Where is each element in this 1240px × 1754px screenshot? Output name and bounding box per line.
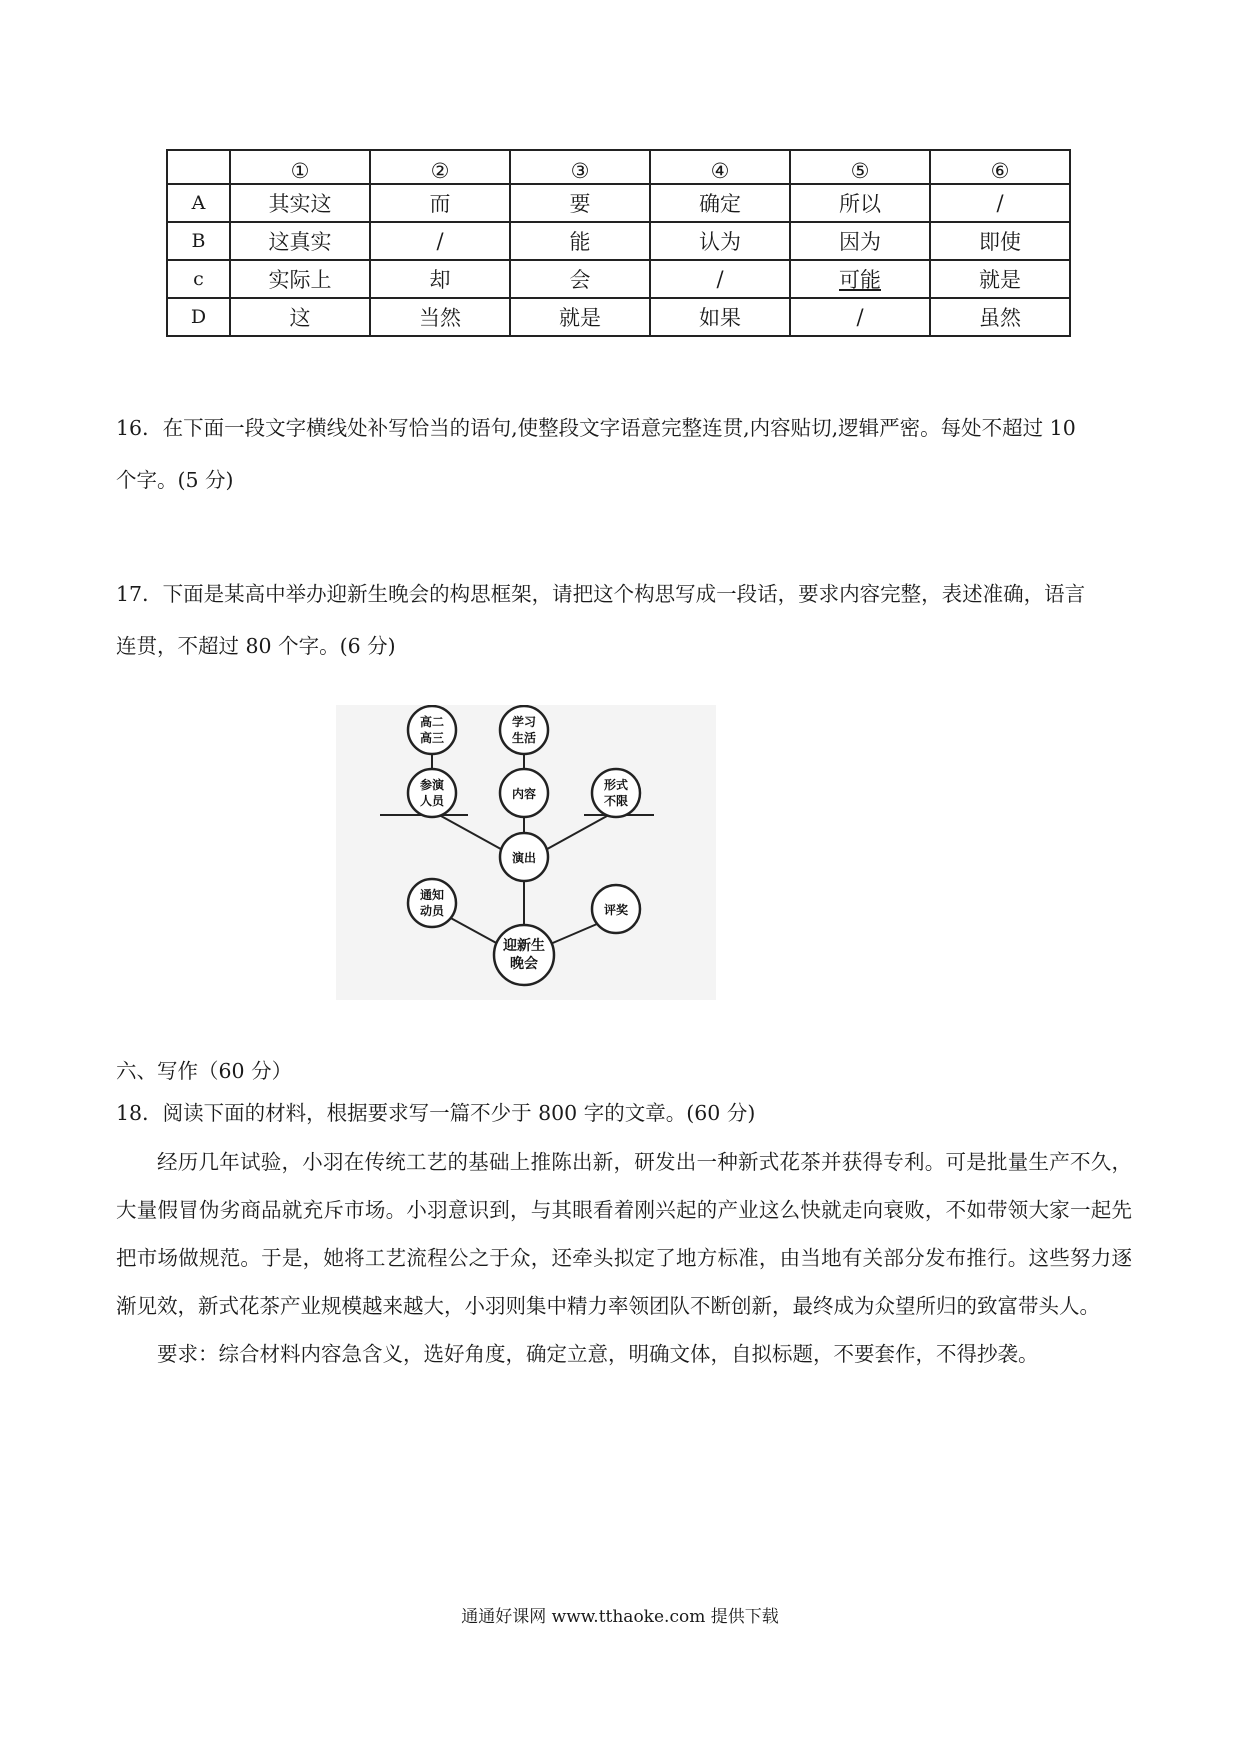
svg-text:参演: 参演 bbox=[419, 778, 445, 792]
table-cell: 能 bbox=[510, 222, 650, 260]
svg-text:高三: 高三 bbox=[419, 731, 445, 745]
material-text bbox=[116, 1138, 1132, 1378]
svg-text:动员: 动员 bbox=[419, 904, 445, 918]
svg-text:形式: 形式 bbox=[603, 778, 629, 792]
table-header-cell: ④ bbox=[650, 150, 790, 184]
table-cell: 就是 bbox=[510, 298, 650, 336]
table-row bbox=[167, 222, 1070, 260]
question-17-line1: 17．下面是某高中举办迎新生晚会的构思框架，请把这个构思写成一段话，要求内容完整，表述准确，语言 bbox=[116, 582, 1086, 606]
node-content bbox=[500, 769, 548, 817]
node-study-life bbox=[500, 706, 548, 754]
question-16-line1: 16．在下面一段文字横线处补写恰当的语句,使整段文字语意完整连贯,内容贴切,逻辑严密。每处不超过 10 bbox=[116, 416, 1076, 440]
table-row bbox=[167, 184, 1070, 222]
table-cell: 实际上 bbox=[230, 260, 370, 298]
row-label: c bbox=[167, 260, 230, 298]
svg-text:通知: 通知 bbox=[419, 888, 445, 902]
table-cell: 因为 bbox=[790, 222, 930, 260]
section-6-title: 六、写作（60 分） bbox=[116, 1059, 293, 1083]
node-performers bbox=[408, 769, 456, 817]
footer-source: 通通好课网 www.tthaoke.com 提供下载 bbox=[461, 1607, 779, 1627]
node-form bbox=[592, 769, 640, 817]
node-welcome-party bbox=[494, 925, 554, 985]
table-header-cell: ③ bbox=[510, 150, 650, 184]
event-plan-diagram bbox=[336, 705, 716, 1000]
table-cell: 这真实 bbox=[230, 222, 370, 260]
table-row bbox=[167, 298, 1070, 336]
table-cell: 确定 bbox=[650, 184, 790, 222]
table-cell: 认为 bbox=[650, 222, 790, 260]
svg-text:学习: 学习 bbox=[511, 715, 537, 729]
table-header-cell: ② bbox=[370, 150, 510, 184]
table-cell: 虽然 bbox=[930, 298, 1070, 336]
table-cell: / bbox=[790, 298, 930, 336]
table-cell: / bbox=[650, 260, 790, 298]
row-label: D bbox=[167, 298, 230, 336]
table-cell: 会 bbox=[510, 260, 650, 298]
table-cell: 就是 bbox=[930, 260, 1070, 298]
question-17-line2: 连贯，不超过 80 个字。(6 分) bbox=[116, 634, 396, 658]
svg-text:高二: 高二 bbox=[419, 715, 445, 729]
table-header-cell: ① bbox=[230, 150, 370, 184]
options-table bbox=[166, 149, 1071, 337]
table-cell: 当然 bbox=[370, 298, 510, 336]
node-notify bbox=[408, 879, 456, 927]
question-18: 18．阅读下面的材料，根据要求写一篇不少于 800 字的文章。(60 分) bbox=[116, 1101, 756, 1125]
table-cell: 而 bbox=[370, 184, 510, 222]
row-label: B bbox=[167, 222, 230, 260]
row-label: A bbox=[167, 184, 230, 222]
table-cell: 却 bbox=[370, 260, 510, 298]
table-cell: 所以 bbox=[790, 184, 930, 222]
table-cell: 其实这 bbox=[230, 184, 370, 222]
node-performance bbox=[500, 833, 548, 881]
svg-text:生活: 生活 bbox=[511, 731, 537, 745]
section-6 bbox=[116, 1050, 1136, 1134]
material-paragraph: 经历几年试验，小羽在传统工艺的基础上推陈出新，研发出一种新式花茶并获得专利。可是批量生产不久，大量假冒伪劣商品就充斥市场。小羽意识到，与其眼看着刚兴起的产业这么快就走向衰败，不如带领大家一起先把市场做规范。于是，她将工艺流程公之于众，还牵头拟定了地方标准，由当地有关部分发布推行。这些努力逐渐见效，新式花茶产业规模越来越大，小羽则集中精力率领团队不断创新，最终成为众望所归的致富带头人。 bbox=[116, 1150, 1132, 1318]
table-header-cell bbox=[167, 150, 230, 184]
table-cell: / bbox=[930, 184, 1070, 222]
table-header-cell: ⑤ bbox=[790, 150, 930, 184]
table-row bbox=[167, 260, 1070, 298]
requirement-text: 要求：综合材料内容急含义，选好角度，确定立意，明确文体，自拟标题，不要套作，不得抄袭。 bbox=[157, 1342, 1039, 1366]
question-16 bbox=[116, 402, 1136, 506]
svg-text:晚会: 晚会 bbox=[510, 956, 538, 972]
svg-text:评奖: 评奖 bbox=[603, 903, 629, 917]
table-cell: / bbox=[370, 222, 510, 260]
svg-text:迎新生: 迎新生 bbox=[503, 938, 545, 954]
table-cell: 可能 bbox=[790, 260, 930, 298]
table-cell: 如果 bbox=[650, 298, 790, 336]
node-awards bbox=[592, 885, 640, 933]
node-grade bbox=[408, 706, 456, 754]
question-17 bbox=[116, 568, 1136, 672]
question-16-line2: 个字。(5 分) bbox=[116, 468, 234, 492]
svg-text:内容: 内容 bbox=[511, 787, 537, 801]
svg-text:演出: 演出 bbox=[511, 851, 537, 865]
svg-text:不限: 不限 bbox=[603, 794, 629, 808]
svg-text:人员: 人员 bbox=[419, 794, 445, 808]
table-header-row bbox=[167, 150, 1070, 184]
table-cell: 即使 bbox=[930, 222, 1070, 260]
table-cell: 这 bbox=[230, 298, 370, 336]
table-header-cell: ⑥ bbox=[930, 150, 1070, 184]
table-cell: 要 bbox=[510, 184, 650, 222]
